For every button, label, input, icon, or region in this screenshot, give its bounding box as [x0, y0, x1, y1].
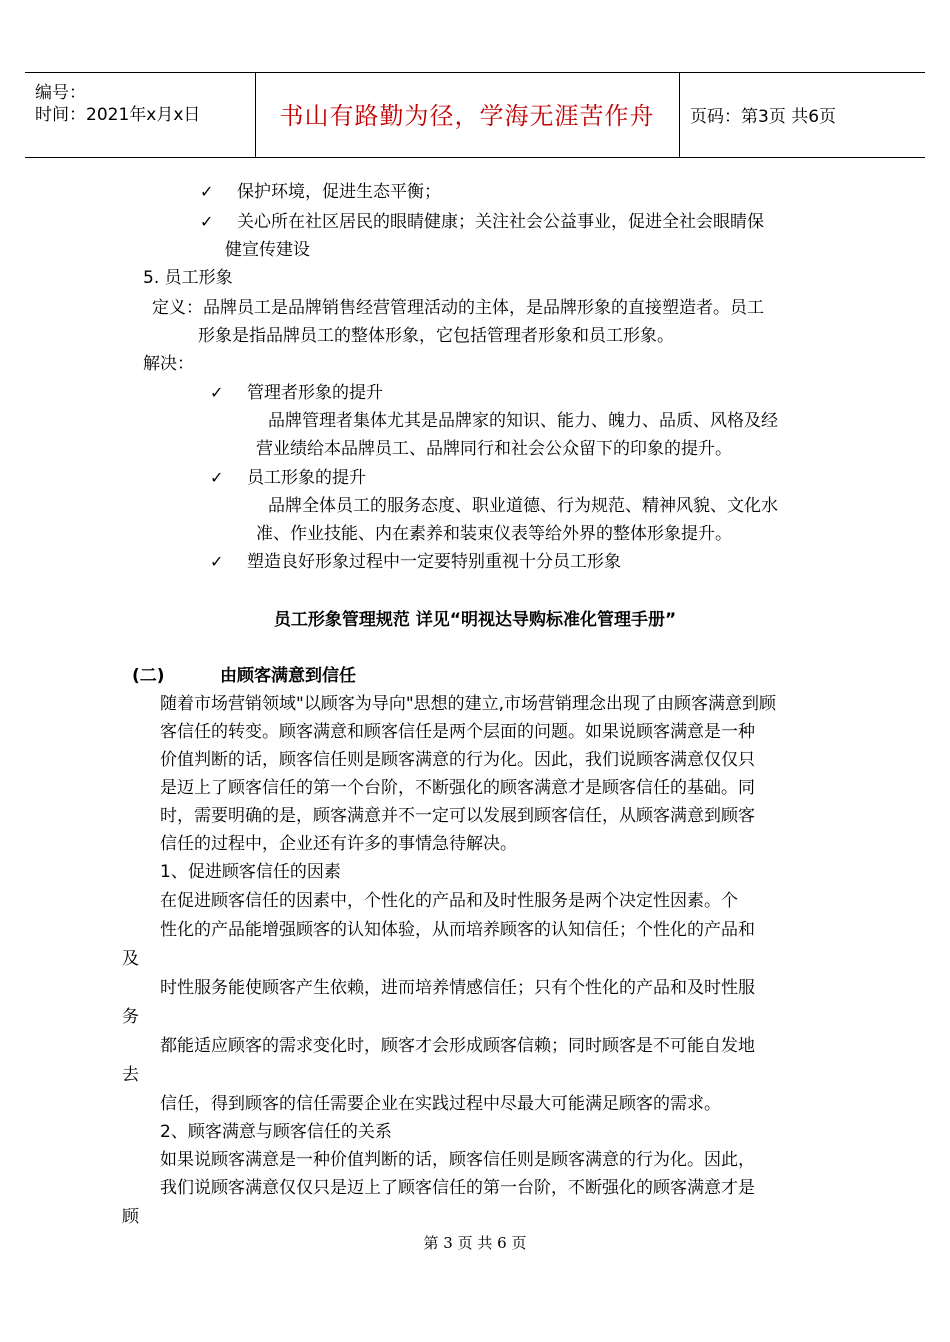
wrapped-char: 顾: [122, 1207, 139, 1227]
paragraph-line: 信任，得到顾客的信任需要企业在实践过程中尽最大可能满足顾客的需求。: [160, 1094, 721, 1114]
section-number: (二): [132, 666, 165, 686]
page-footer: 第 3 页 共 6 页: [423, 1234, 527, 1252]
wrapped-char: 及: [122, 949, 139, 969]
wrapped-char: 务: [122, 1007, 139, 1027]
definition-line: 定义：品牌员工是品牌销售经营管理活动的主体，是品牌形象的直接塑造者。员工: [152, 298, 764, 318]
section-heading: 由顾客满意到信任: [220, 666, 356, 686]
paragraph-line: 性化的产品能增强顾客的认知体验，从而培养顾客的认知信任；个性化的产品和: [160, 920, 755, 940]
motto: 书山有路勤为径，学海无涯苦作舟: [279, 102, 655, 130]
wrapped-char: 去: [122, 1065, 139, 1085]
sub-item-title: 员工形象的提升: [247, 468, 366, 488]
paragraph-line: 随着市场营销领域"以顾客为导向"思想的建立,市场营销理念出现了由顾客满意到顾: [160, 694, 777, 714]
header-right-cell: [680, 73, 925, 157]
check-icon: ✓: [210, 468, 224, 487]
paragraph-line: 客信任的转变。顾客满意和顾客信任是两个层面的问题。如果说顾客满意是一种: [160, 722, 755, 742]
list-item-continuation: 健宣传建设: [225, 240, 310, 260]
solve-label: 解决：: [143, 354, 194, 374]
paragraph-line: 是迈上了顾客信任的第一个台阶，不断强化的顾客满意才是顾客信任的基础。同: [160, 778, 755, 798]
manual-note: 员工形象管理规范 详见“明视达导购标准化管理手册”: [273, 610, 677, 630]
sub-item-title: 塑造良好形象过程中一定要特别重视十分员工形象: [247, 552, 621, 572]
sub-item-text: 准、作业技能、内在素养和装束仪表等给外界的整体形象提升。: [256, 524, 732, 544]
time-label: 时间：2021年x月x日: [35, 105, 201, 125]
page-header: [25, 72, 925, 158]
list-item: 关心所在社区居民的眼睛健康；关注社会公益事业，促进全社会眼睛保: [237, 212, 764, 232]
sub-item-text: 品牌管理者集体尤其是品牌家的知识、能力、魄力、品质、风格及经: [268, 411, 778, 431]
paragraph-line: 时，需要明确的是，顾客满意并不一定可以发展到顾客信任，从顾客满意到顾客: [160, 806, 755, 826]
definition-line: 形象是指品牌员工的整体形象，它包括管理者形象和员工形象。: [198, 326, 674, 346]
check-icon: ✓: [200, 182, 214, 201]
check-icon: ✓: [210, 383, 224, 402]
sub-item-title: 管理者形象的提升: [247, 383, 383, 403]
header-left-cell: [25, 73, 256, 157]
page-info: 页码：第3页 共6页: [690, 107, 837, 127]
paragraph-line: 时性服务能使顾客产生依赖，进而培养情感信任；只有个性化的产品和及时性服: [160, 978, 755, 998]
subsection-title: 1、促进顾客信任的因素: [160, 862, 341, 882]
paragraph-line: 我们说顾客满意仅仅只是迈上了顾客信任的第一台阶，不断强化的顾客满意才是: [160, 1178, 755, 1198]
paragraph-line: 价值判断的话，顾客信任则是顾客满意的行为化。因此，我们说顾客满意仅仅只: [160, 750, 755, 770]
sub-item-text: 营业绩给本品牌员工、品牌同行和社会公众留下的印象的提升。: [256, 439, 732, 459]
subsection-title: 2、顾客满意与顾客信任的关系: [160, 1122, 392, 1142]
check-icon: ✓: [200, 212, 214, 231]
section-title: 5. 员工形象: [143, 268, 233, 288]
paragraph-line: 在促进顾客信任的因素中，个性化的产品和及时性服务是两个决定性因素。个: [160, 891, 738, 911]
paragraph-line: 都能适应顾客的需求变化时，顾客才会形成顾客信赖；同时顾客是不可能自发地: [160, 1036, 755, 1056]
header-motto-cell: [255, 73, 680, 157]
sub-item-text: 品牌全体员工的服务态度、职业道德、行为规范、精神风貌、文化水: [268, 496, 778, 516]
list-item: 保护环境，促进生态平衡；: [237, 182, 441, 202]
check-icon: ✓: [210, 552, 224, 571]
number-label: 编号：: [35, 83, 86, 103]
paragraph-line: 信任的过程中，企业还有许多的事情急待解决。: [160, 834, 517, 854]
paragraph-line: 如果说顾客满意是一种价值判断的话，顾客信任则是顾客满意的行为化。因此，: [160, 1150, 755, 1170]
